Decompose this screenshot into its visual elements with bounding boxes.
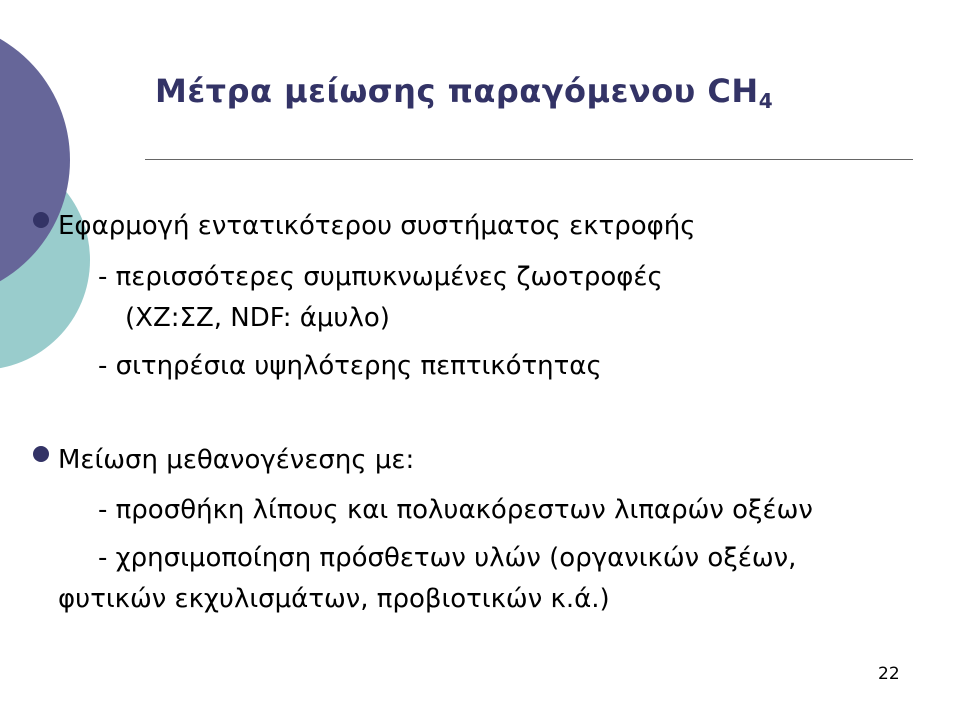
bullet-2-dot [33,446,49,462]
bullet-2-line-2: - χρησιμοποίηση πρόσθετων υλών (οργανικών οξέων, [98,543,797,573]
slide-title [155,72,773,113]
bullet-1-line-1: - περισσότερες συμπυκνωμένες ζωοτροφές [98,262,663,292]
page-number: 22 [878,664,900,684]
bullet-1-line-3: - σιτηρέσια υψηλότερης πεπτικότητας [98,351,602,381]
slide-title-text: Μέτρα μείωσης παραγόμενου CH [155,72,759,110]
title-divider [145,159,913,160]
bullet-1-line-2: (ΧΖ:ΣΖ, NDF: άμυλο) [125,303,390,333]
bullet-2-line-3: φυτικών εκχυλισμάτων, προβιοτικών κ.ά.) [58,584,610,614]
bullet-2-heading: Μείωση μεθανογένεσης με: [58,445,415,475]
slide-title-subscript: 4 [758,89,774,113]
bullet-1-dot [33,212,49,228]
bullet-1-heading: Εφαρμογή εντατικότερου συστήματος εκτροφής [58,211,696,241]
bullet-2-line-1: - προσθήκη λίπους και πολυακόρεστων λιπαρών οξέων [98,495,813,525]
